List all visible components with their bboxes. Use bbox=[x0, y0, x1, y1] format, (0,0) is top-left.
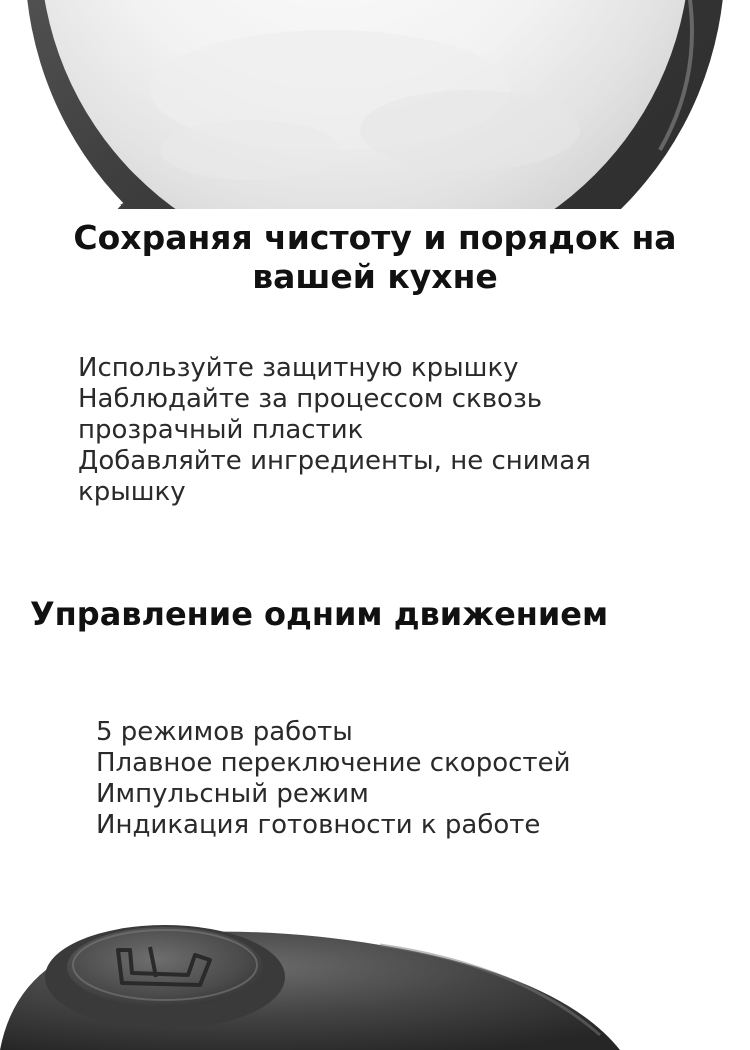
list-item: Используйте защитную крышку bbox=[78, 353, 519, 383]
list-item: 5 режимов работы bbox=[96, 717, 353, 747]
feature-list-control bbox=[96, 717, 716, 841]
bowl-illustration bbox=[0, 0, 750, 215]
power-button-icon bbox=[67, 927, 263, 1007]
section-title-control: Управление одним движением bbox=[30, 595, 609, 633]
list-item: Индикация готовности к работе bbox=[96, 810, 541, 840]
section-title-cleanliness: Сохраняя чистоту и порядок на вашей кухне bbox=[73, 218, 677, 296]
list-item: Плавное переключение скоростей bbox=[96, 748, 571, 778]
list-item: Импульсный режим bbox=[96, 779, 369, 809]
list-item: Наблюдайте за процессом сквозь прозрачный пластик bbox=[78, 384, 543, 445]
list-item: Добавляйте ингредиенты, не снимая крышку bbox=[78, 446, 591, 507]
hero-image-control bbox=[0, 905, 750, 1050]
control-illustration bbox=[0, 905, 750, 1050]
hero-image-bowl bbox=[0, 0, 750, 215]
feature-list-cleanliness bbox=[78, 353, 698, 508]
